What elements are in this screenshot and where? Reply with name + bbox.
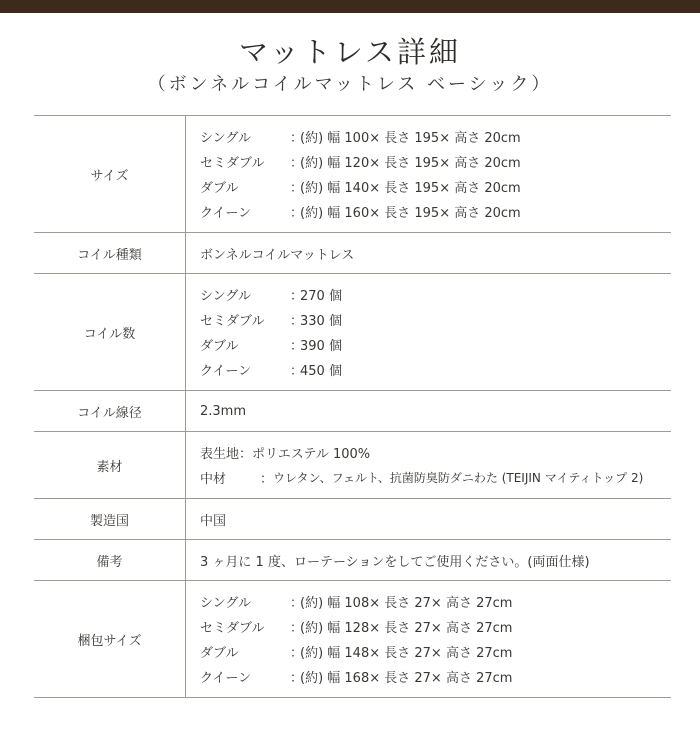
spec-label-coil-type: コイル種類 [34,233,186,273]
size-line [200,199,671,224]
spec-row-wire [34,391,671,432]
coil-count-line [200,282,671,307]
coil-count-line [200,357,671,382]
spec-label-origin: 製造国 [34,499,186,539]
package-value: (約) 幅 128× 長さ 27× 高さ 27cm [300,621,513,636]
coil-count-sep: ： [290,314,304,329]
package-line [200,664,671,689]
coil-count-sep: ： [290,289,304,304]
coil-count-sep: ： [290,364,304,379]
package-sep: ： [290,671,304,686]
coil-count-name: シングル [200,289,252,304]
material-value: ポリエステル 100% [252,447,371,462]
coil-count-name: クイーン [200,364,252,379]
size-line [200,149,671,174]
spec-row-coil-type [34,233,671,274]
spec-value-material [186,432,671,498]
size-value: (約) 幅 140× 長さ 195× 高さ 20cm [300,181,521,196]
spec-row-coil-count [34,274,671,391]
spec-value-coil-count [186,274,671,390]
spec-label-size: サイズ [34,116,186,232]
package-line [200,589,671,614]
package-line [200,614,671,639]
spec-value-wire: 2.3mm [200,403,247,419]
package-value: (約) 幅 168× 長さ 27× 高さ 27cm [300,671,513,686]
coil-count-value: 450 個 [300,364,342,379]
size-value: (約) 幅 120× 長さ 195× 高さ 20cm [300,156,521,171]
coil-count-value: 390 個 [300,339,342,354]
spec-value-origin: 中国 [200,513,227,529]
package-line [200,639,671,664]
page-subtitle: （ボンネルコイルマットレス ベーシック） [147,74,553,95]
spec-value-coil-type: ボンネルコイルマットレス [200,247,355,263]
coil-count-name: ダブル [200,339,239,354]
spec-row-size [34,116,671,233]
material-sep: ： [239,447,253,462]
material-sep: ： [260,472,274,487]
spec-table [34,115,671,698]
spec-value-package [186,581,671,697]
spec-row-origin [34,499,671,540]
package-value: (約) 幅 148× 長さ 27× 高さ 27cm [300,646,513,661]
size-value: (約) 幅 160× 長さ 195× 高さ 20cm [300,206,521,221]
size-name: シングル [200,131,252,146]
spec-label-coil-count: コイル数 [34,274,186,390]
size-sep: ： [290,156,304,171]
size-name: セミダブル [200,156,265,171]
size-sep: ： [290,131,304,146]
coil-count-line [200,307,671,332]
size-value: (約) 幅 100× 長さ 195× 高さ 20cm [300,131,521,146]
size-sep: ： [290,181,304,196]
package-name: クイーン [200,671,252,686]
spec-label-wire: コイル線径 [34,391,186,431]
page-title: マットレス詳細 [239,35,461,69]
coil-count-line [200,332,671,357]
package-sep: ： [290,596,304,611]
size-line [200,124,671,149]
size-name: ダブル [200,181,239,196]
package-sep: ： [290,621,304,636]
size-name: クイーン [200,206,252,221]
spec-label-material: 素材 [34,432,186,498]
size-sep: ： [290,206,304,221]
package-name: シングル [200,596,252,611]
package-value: (約) 幅 108× 長さ 27× 高さ 27cm [300,596,513,611]
coil-count-name: セミダブル [200,314,265,329]
coil-count-sep: ： [290,339,304,354]
spec-label-package: 梱包サイズ [34,581,186,697]
size-line [200,174,671,199]
spec-row-package [34,581,671,698]
spec-label-remarks: 備考 [34,540,186,580]
package-sep: ： [290,646,304,661]
coil-count-value: 330 個 [300,314,342,329]
spec-row-material [34,432,671,499]
material-name: 中材 [200,472,227,487]
spec-row-remarks [34,540,671,581]
package-name: ダブル [200,646,239,661]
top-bar [0,0,700,13]
spec-value-remarks: 3 ヶ月に 1 度、ローテーションをしてご使用ください。(両面仕様) [200,554,590,570]
spec-value-size [186,116,671,232]
coil-count-value: 270 個 [300,289,342,304]
package-name: セミダブル [200,621,265,636]
material-line [200,465,671,490]
material-value: ウレタン、フェルト、抗菌防臭防ダニわた (TEIJIN マイティトップ 2) [273,471,644,485]
material-name: 表生地 [200,447,240,462]
material-line [200,440,671,465]
